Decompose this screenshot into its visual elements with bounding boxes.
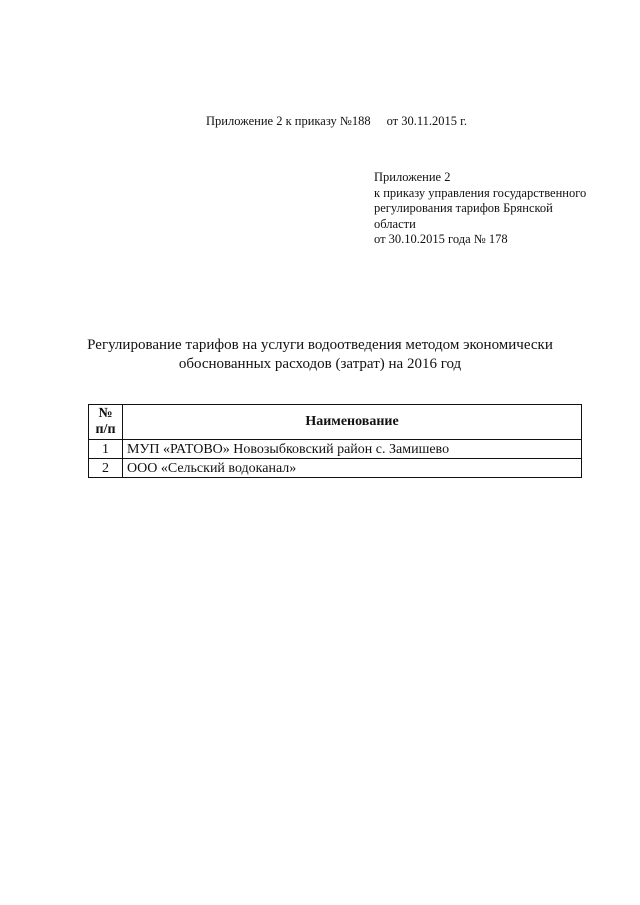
table-header-row (89, 405, 582, 440)
order-reference-date: от 30.11.2015 г. (386, 114, 468, 128)
header-number (89, 405, 123, 440)
table-row (89, 440, 582, 459)
annex-block (374, 170, 614, 248)
row-number: 2 (89, 459, 123, 478)
annex-line: области (374, 216, 416, 231)
organizations-table (88, 404, 582, 478)
header-number-sign: № (98, 406, 113, 421)
annex-line: от 30.10.2015 года № 178 (374, 232, 508, 246)
header-name: Наименование (123, 405, 582, 440)
document-title (60, 336, 580, 374)
table-row (89, 459, 582, 478)
row-number: 1 (89, 440, 123, 459)
title-line-2: обоснованных расходов (затрат) на 2016 год (178, 356, 462, 372)
annex-line: Приложение 2 (374, 170, 451, 184)
annex-line: к приказу управления государственного (374, 185, 587, 200)
order-reference-line (206, 114, 467, 129)
header-number-abbr: п/п (95, 422, 116, 437)
title-line-1: Регулирование тарифов на услуги водоотведения методом экономически (87, 337, 553, 353)
row-name: ООО «Сельский водоканал» (123, 459, 582, 478)
order-reference-label: Приложение 2 к приказу №188 (206, 114, 371, 128)
annex-line: регулирования тарифов Брянской (374, 201, 553, 215)
row-name: МУП «РАТОВО» Новозыбковский район с. Замишево (123, 440, 582, 459)
